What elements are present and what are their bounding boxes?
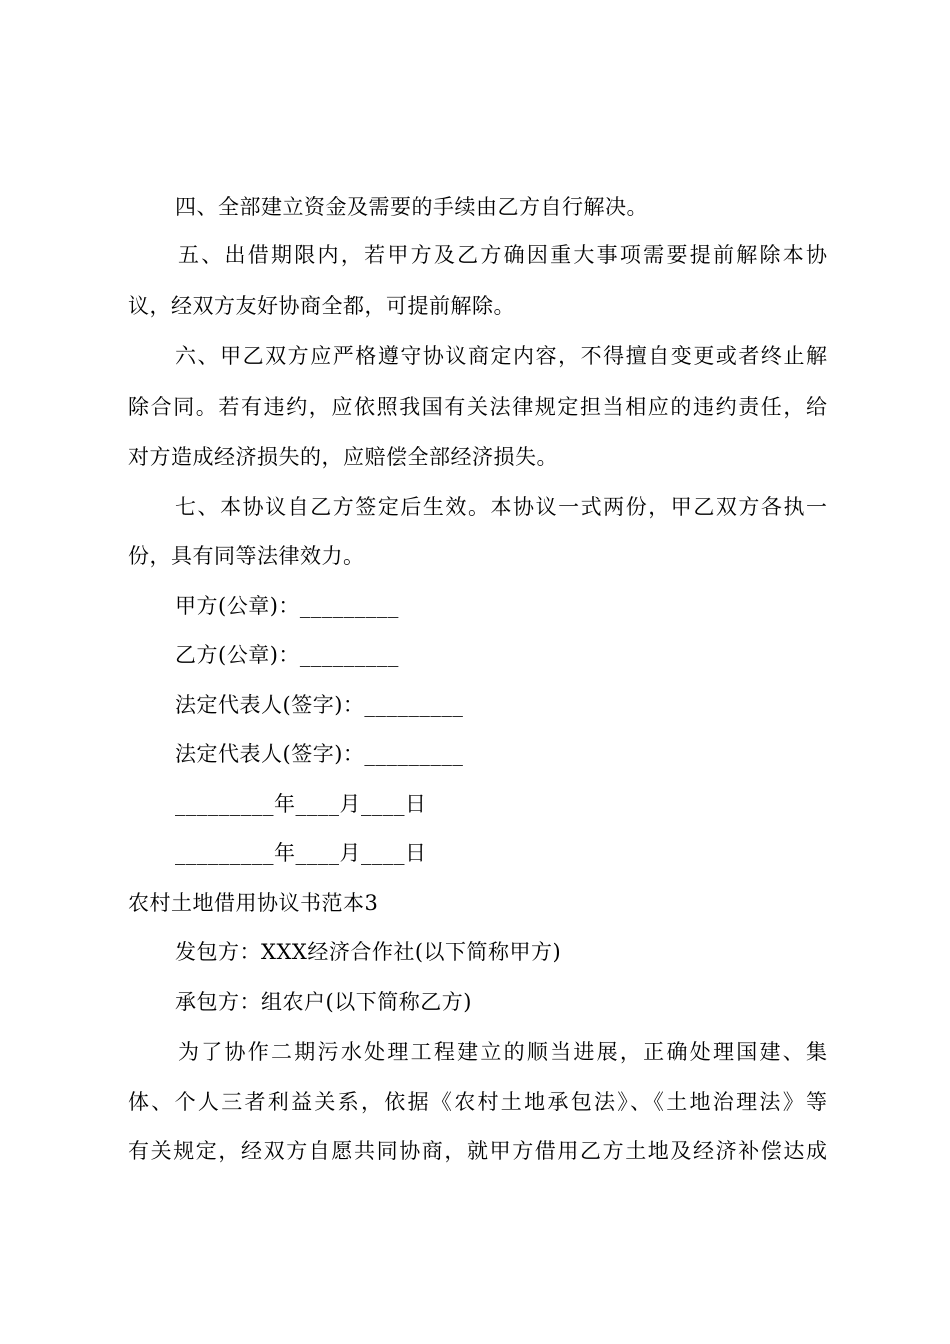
- intro-line-3: 有关规定，经双方自愿共同协商，就甲方借用乙方土地及经济补偿达成: [128, 1139, 827, 1163]
- clause-6-line-1: 六、甲乙双方应严格遵守协议商定内容，不得擅自变更或者终止解: [175, 344, 827, 368]
- date-line-1: _________年____月____日: [175, 792, 427, 816]
- legal-rep-signature-line-2: 法定代表人(签字)：_________: [175, 742, 464, 766]
- party-a-seal-line: 甲方(公章)：_________: [175, 594, 399, 618]
- contractor-line: 承包方：组农户(以下简称乙方): [175, 990, 472, 1014]
- clause-7-line-2: 份，具有同等法律效力。: [128, 544, 365, 568]
- date-line-2: _________年____月____日: [175, 841, 427, 865]
- clause-5-line-1: 五、出借期限内，若甲方及乙方确因重大事项需要提前解除本协: [178, 243, 827, 267]
- clause-7-line-1: 七、本协议自乙方签定后生效。本协议一式两份，甲乙双方各执一: [175, 495, 827, 519]
- clause-5-line-2: 议，经双方友好协商全都，可提前解除。: [128, 294, 515, 318]
- legal-rep-signature-line-1: 法定代表人(签字)：_________: [175, 693, 464, 717]
- clause-6-line-3: 对方造成经济损失的，应赔偿全部经济损失。: [128, 445, 558, 469]
- intro-line-2: 体、个人三者利益关系，依据《农村土地承包法》、《土地治理法》等: [128, 1090, 827, 1114]
- intro-line-1: 为了协作二期污水处理工程建立的顺当进展，正确处理国建、集: [178, 1040, 827, 1064]
- clause-6-line-2: 除合同。若有违约，应依照我国有关法律规定担当相应的违约责任，给: [128, 395, 827, 419]
- section-title: 农村土地借用协议书范本3: [128, 891, 379, 915]
- clause-4: 四、全部建立资金及需要的手续由乙方自行解决。: [175, 195, 648, 219]
- issuer-line: 发包方：XXX经济合作社(以下简称甲方): [175, 940, 562, 964]
- party-b-seal-line: 乙方(公章)：_________: [175, 643, 399, 667]
